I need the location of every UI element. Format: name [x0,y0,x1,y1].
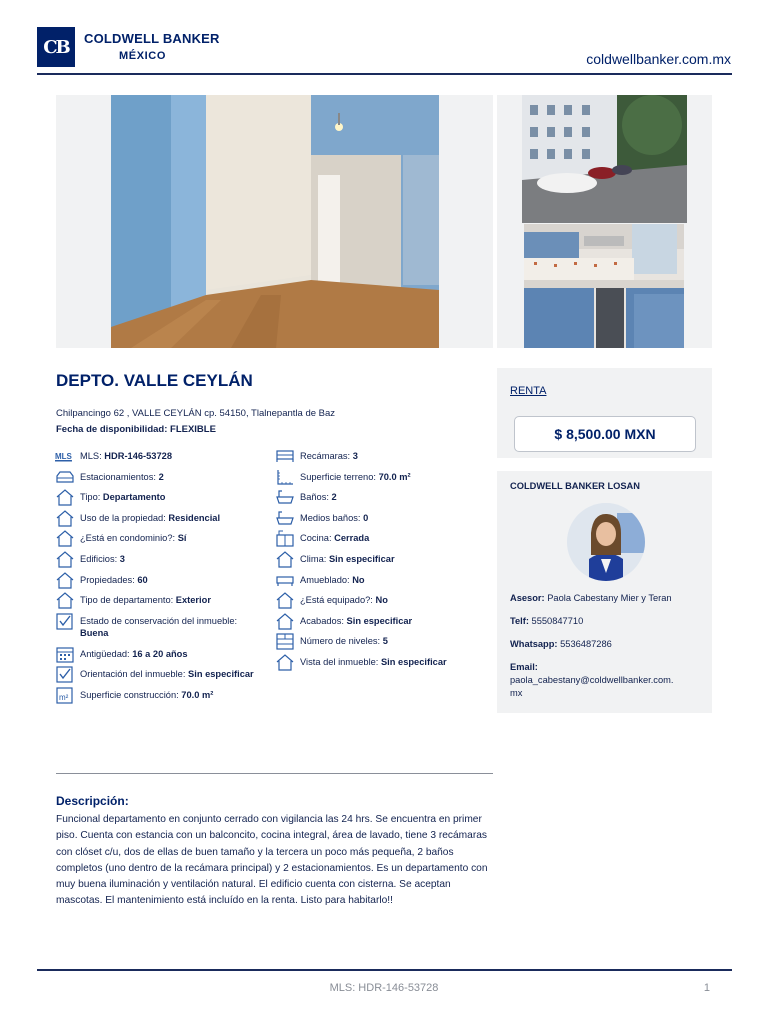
website-link[interactable]: coldwellbanker.com.mx [586,51,731,67]
agent-photo [567,503,645,581]
price-panel [497,368,712,458]
feature-label: MLS: [80,451,102,461]
phone-number[interactable]: 5550847710 [531,616,584,626]
feature-value: Residencial [168,512,221,523]
feature-value: Cerrada [334,533,370,544]
feature-label: Superficie terreno: [300,471,376,482]
feature-value: Departamento [102,492,166,503]
side-photos-frame [497,95,712,348]
house-icon [55,529,75,547]
feature-label: Acabados: [300,615,344,626]
house-icon [275,591,295,609]
feature-value: No [375,595,388,606]
house-icon [55,591,75,609]
checkbox-icon [55,612,75,630]
mls-icon [55,447,75,465]
land-icon [275,468,295,486]
bath-icon [275,488,295,506]
house-icon [55,509,75,527]
feature-value: 3 [119,553,125,564]
feature-item [275,450,495,471]
email-address-line2[interactable]: mx [510,688,523,698]
feature-value: 70.0 m² [378,471,411,482]
email-address-line1[interactable]: paola_cabestany@coldwellbanker.com. [510,675,674,685]
advisor-name: Paola Cabestany Mier y Teran [547,593,672,603]
kitchen-photo[interactable] [524,224,684,348]
feature-item [55,450,275,471]
kitchen-icon [275,529,295,547]
brand-country: MÉXICO [119,50,166,62]
feature-label: ¿Está equipado?: [300,595,373,606]
house-icon [275,550,295,568]
house-icon [55,571,75,589]
feature-value: Sin especificar [346,615,413,626]
feature-label: Propiedades: [80,574,135,585]
feature-value: Buena [80,627,109,638]
feature-item [55,491,275,512]
square-meter-icon [55,686,75,704]
agent-office: COLDWELL BANKER LOSAN [510,481,640,491]
floors-icon [275,632,295,650]
house-icon [275,612,295,630]
feature-value: Sin especificar [188,669,254,680]
bed-icon [275,447,295,465]
feature-value: 5 [382,636,388,647]
feature-label: Baños: [300,492,329,503]
parking-icon [55,468,75,486]
feature-item [275,656,495,677]
feature-item [55,668,275,689]
feature-value: Exterior [175,595,211,606]
feature-item [275,553,495,574]
feature-label: Uso de la propiedad: [80,512,166,523]
house-icon [55,550,75,568]
feature-item [55,615,275,648]
feature-item [275,532,495,553]
feature-value: 70.0 m² [181,689,214,700]
feature-item [55,553,275,574]
agent-phone [510,615,583,628]
feature-item [275,512,495,533]
feature-label: Medios baños: [300,512,361,523]
feature-item [275,574,495,595]
feature-value: 2 [158,471,164,482]
coldwell-banker-logo[interactable] [37,27,75,67]
checkbox-icon [55,665,75,683]
agent-email [510,661,673,700]
feature-label: Superficie construcción: [80,689,179,700]
feature-label: Número de niveles: [300,636,381,647]
feature-item [275,635,495,656]
calendar-icon [55,645,75,663]
agent-advisor [510,592,672,605]
agent-panel [497,471,712,713]
feature-item [275,471,495,492]
feature-value: No [352,574,365,585]
feature-label: Vista del inmueble: [300,656,379,667]
availability-value: FLEXIBLE [170,424,216,435]
phone-label: Telf: [510,616,529,626]
feature-label: Tipo: [80,492,101,503]
feature-value: Sin especificar [328,553,395,564]
feature-value: HDR-146-53728 [104,451,172,461]
feature-label: Antigüedad: [80,648,130,659]
feature-item [55,532,275,553]
agent-avatar [567,503,645,581]
bath-icon [275,509,295,527]
house-icon [55,488,75,506]
living-room-photo [111,95,439,348]
feature-value: 60 [137,574,148,585]
feature-item [55,594,275,615]
header-divider [37,73,732,75]
feature-item [55,648,275,669]
operation-type-link[interactable]: RENTA [510,385,547,397]
footer-mls: MLS: HDR-146-53728 [329,982,439,994]
house-icon [275,653,295,671]
feature-label: Estacionamientos: [80,471,156,482]
main-photo-frame[interactable] [56,95,493,348]
description-divider [56,773,493,774]
page-number: 1 [703,982,710,994]
feature-item [275,594,495,615]
feature-label: Estado de conservación del inmueble: [80,615,238,626]
availability [56,424,216,435]
property-title: DEPTO. VALLE CEYLÁN [56,371,253,390]
advisor-label: Asesor: [510,593,545,603]
availability-label: Fecha de disponibilidad: [56,424,168,435]
feature-label: Orientación del inmueble: [80,669,186,680]
sofa-icon [275,571,295,589]
features-left-list [55,450,275,710]
feature-label: Edificios: [80,553,118,564]
feature-item [275,491,495,512]
whatsapp-label: Whatsapp: [510,639,558,649]
description-title: Descripción: [56,794,129,808]
feature-item [275,615,495,636]
feature-item [55,512,275,533]
feature-item [55,689,275,710]
feature-value: 2 [331,492,337,503]
price-box: $ 8,500.00 MXN [514,416,696,452]
svg-text:m²: m² [59,692,69,702]
feature-value: 16 a 20 años [132,648,188,659]
feature-label: Recámaras: [300,451,351,461]
email-label: Email: [510,662,538,672]
feature-value: 3 [352,451,358,461]
feature-label: Amueblado: [300,574,350,585]
feature-label: Tipo de departamento: [80,595,174,606]
property-address: Chilpancingo 62 , VALLE CEYLÁN cp. 54150, Tlalnepantla de Baz [56,408,336,419]
feature-item [55,574,275,595]
description-body: Funcional departamento en conjunto cerrado con vigilancia las 24 hrs. Se encuentra en primer piso. Cuenta con estancia con un balconcito, cocina integral, área de lavado, tiene 3 recámaras con clóset c/u, dos de ellas de buen tamaño y la tercera un poco más pequeña, 2 baños completos (uno dentro de la recámara principal) y 2 estacionamientos. Es un departamento con muy buena iluminación y ventilación natural. El edificio cuenta con cisterna. Se aceptan mascotas. El mantenimiento está incluído en la renta. Listo para habitarlo!! [56,814,488,907]
footer-divider [37,969,732,971]
whatsapp-number[interactable]: 5536487286 [560,639,612,649]
brand-name: COLDWELL BANKER [84,31,220,46]
exterior-photo[interactable] [522,95,687,223]
agent-whatsapp [510,638,612,651]
logo-monogram: CB [43,36,69,58]
feature-value: Sin especificar [380,656,447,667]
feature-value: Sí [177,533,187,544]
feature-value: 0 [363,512,369,523]
features-right-list [275,450,495,677]
svg-text:MLS: MLS [55,452,72,461]
feature-item [55,471,275,492]
feature-label: Cocina: [300,533,332,544]
feature-label: Clima: [300,553,327,564]
feature-label: ¿Está en condominio?: [80,533,176,544]
